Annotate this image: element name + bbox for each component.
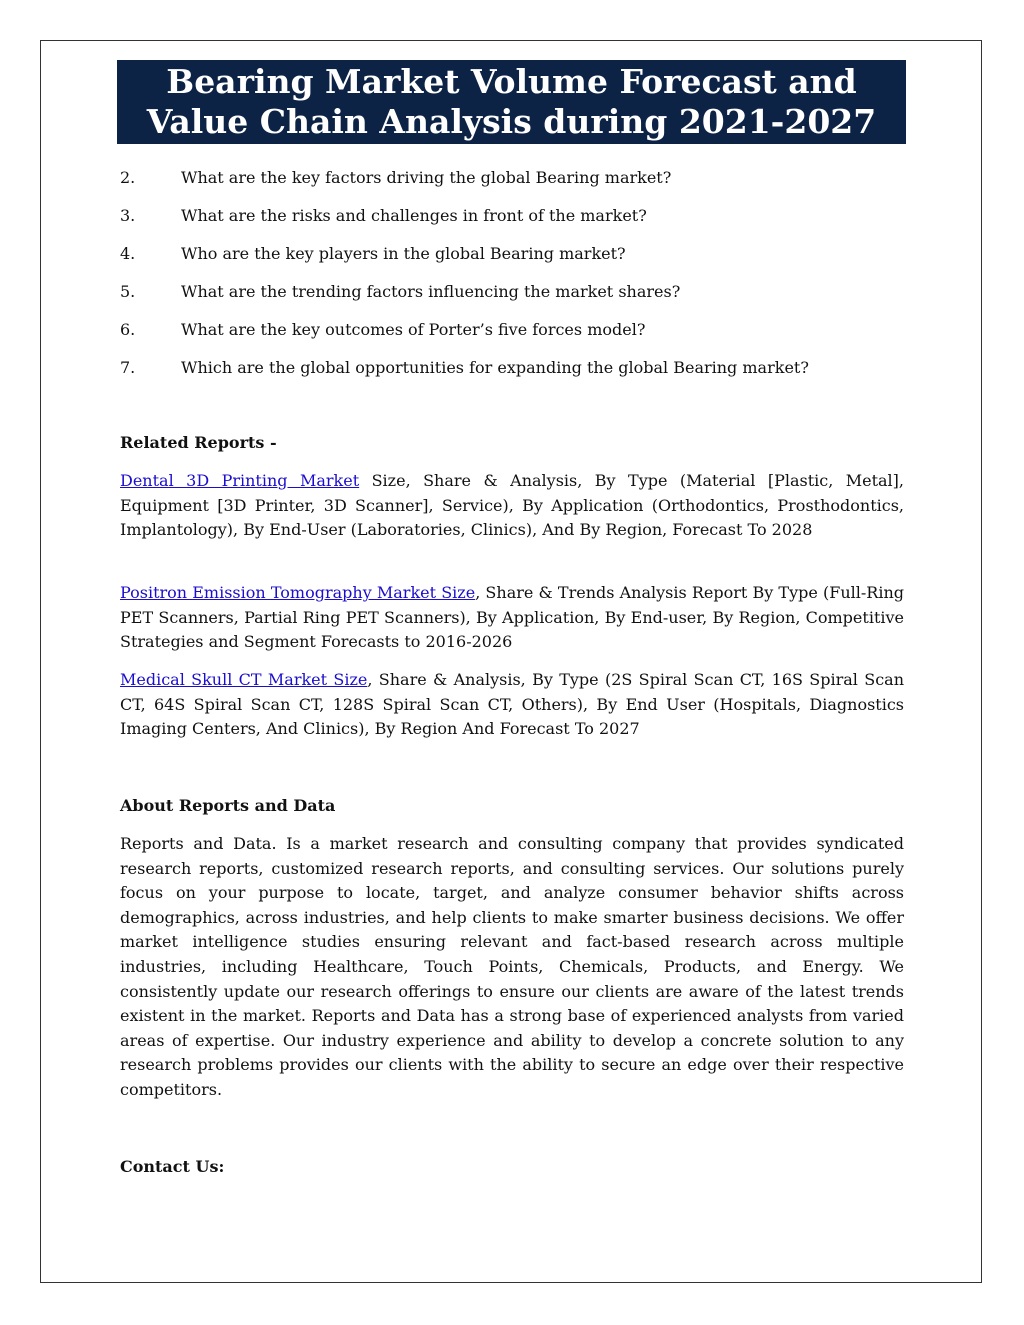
list-item-number: 6. xyxy=(120,320,136,339)
contact-heading: Contact Us: xyxy=(120,1157,225,1176)
list-item xyxy=(120,205,910,243)
list-item-text: Which are the global opportunities for expanding the global Bearing market? xyxy=(181,358,809,377)
page-title-line-2: Value Chain Analysis during 2021-2027 xyxy=(146,102,877,141)
list-item-text: What are the key outcomes of Porter’s five forces model? xyxy=(181,320,646,339)
related-report-link-1[interactable]: Dental 3D Printing Market xyxy=(120,471,360,490)
title-banner xyxy=(117,60,906,144)
related-report-description-2: , Share & Trends Analysis Report By Type (Full-Ring PET Scanners, Partial Ring PET Scanners), By Application, By End-user, By Region, Competitive Strategies and Segment Forecasts to 2016-2026 xyxy=(120,583,905,651)
list-item-text: What are the trending factors influencing the market shares? xyxy=(181,282,681,301)
list-item-number: 7. xyxy=(120,358,136,377)
list-item-text: What are the risks and challenges in front of the market? xyxy=(181,206,647,225)
list-item xyxy=(120,167,910,205)
about-heading: About Reports and Data xyxy=(120,796,336,815)
related-report-1 xyxy=(120,469,904,543)
related-report-3 xyxy=(120,668,904,742)
related-report-link-2[interactable]: Positron Emission Tomography Market Size xyxy=(120,583,476,602)
related-report-link-3[interactable]: Medical Skull CT Market Size xyxy=(120,670,368,689)
related-reports-heading: Related Reports - xyxy=(120,433,277,452)
related-report-description-3: , Share & Analysis, By Type (2S Spiral Scan CT, 16S Spiral Scan CT, 64S Spiral Scan CT, 128S Spiral Scan CT, Others), By End User (Hospitals, Diagnostics Imaging Centers, And Clinics), By Region And Forecast To 2027 xyxy=(120,670,905,738)
list-item-number: 2. xyxy=(120,168,136,187)
list-item xyxy=(120,319,910,357)
list-item xyxy=(120,281,910,319)
list-item xyxy=(120,243,910,281)
page-title-line-1: Bearing Market Volume Forecast and xyxy=(166,62,857,101)
question-list xyxy=(120,167,910,395)
list-item-number: 5. xyxy=(120,282,136,301)
list-item xyxy=(120,357,910,395)
about-body: Reports and Data. Is a market research and consulting company that provides syndicated research reports, customized research reports, and consulting services. Our solutions purely focus on your purpose to locate, target, and analyze consumer behavior shifts across demographics, across industries, and help clients to make smarter business decisions. We offer market intelligence studies ensuring relevant and fact-based research across multiple industries, including Healthcare, Touch Points, Chemicals, Products, and Energy. We consistently update our research offerings to ensure our clients are aware of the latest trends existent in the market. Reports and Data has a strong base of experienced analysts from varied areas of expertise. Our industry experience and ability to develop a concrete solution to any research problems provides our clients with the ability to secure an edge over their respective competitors. xyxy=(120,834,904,1099)
list-item-text: Who are the key players in the global Bearing market? xyxy=(181,244,626,263)
list-item-number: 3. xyxy=(120,206,136,225)
related-report-description-1: Size, Share & Analysis, By Type (Material [Plastic, Metal], Equipment [3D Printer, 3D Scanner], Service), By Application (Orthodontics, Prosthodontics, Implantology), By End-User (Laboratories, Clinics), And By Region, Forecast To 2028 xyxy=(120,471,905,539)
related-report-2 xyxy=(120,581,904,655)
list-item-number: 4. xyxy=(120,244,136,263)
list-item-text: What are the key factors driving the global Bearing market? xyxy=(181,168,672,187)
